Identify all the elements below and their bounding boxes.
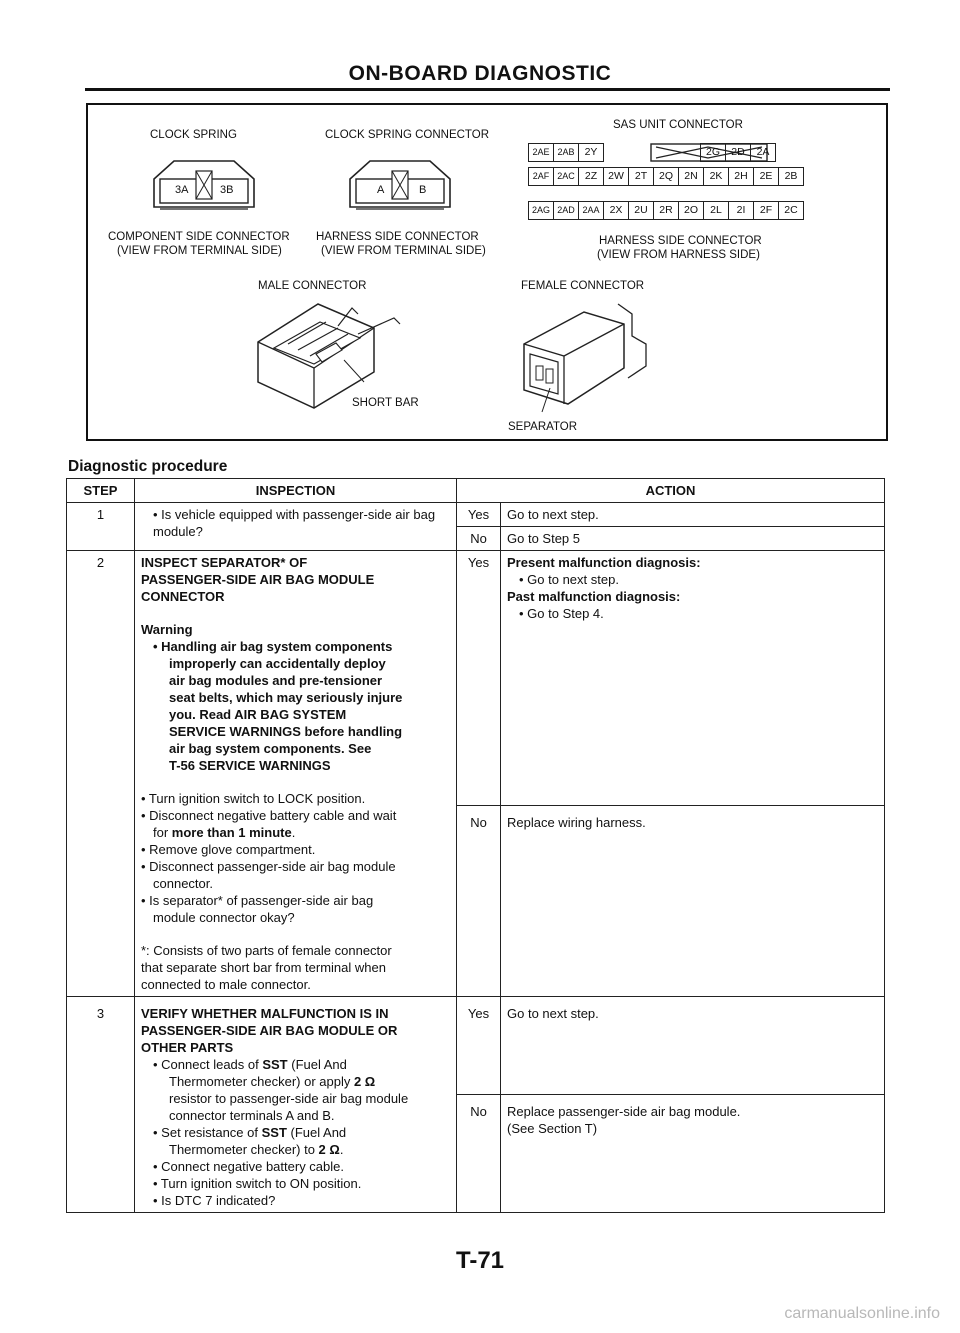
sas-row-2 xyxy=(528,167,804,186)
no-label: No xyxy=(457,527,501,551)
action-text: Go to next step. xyxy=(501,997,885,1095)
warning-text: seat belts, which may seriously injure xyxy=(169,690,403,705)
inspection-text: • Is vehicle equipped with passenger-side air bag module? xyxy=(153,507,436,539)
watermark: carmanualsonline.info xyxy=(784,1305,940,1322)
sas-pin: 2E xyxy=(754,168,779,186)
sas-pin: 2T xyxy=(629,168,654,186)
sas-pin: 2A xyxy=(751,144,776,162)
component-side-label-1: COMPONENT SIDE CONNECTOR xyxy=(108,231,290,243)
col-action: ACTION xyxy=(457,479,885,503)
action-text: Present malfunction diagnosis: xyxy=(507,555,701,570)
table-row xyxy=(67,551,885,806)
pin-3a: 3A xyxy=(175,184,189,196)
male-connector-drawing xyxy=(254,298,414,410)
step-title: INSPECT SEPARATOR* OF xyxy=(141,555,308,570)
clock-spring-label: CLOCK SPRING xyxy=(150,129,237,141)
harness-connector-drawing xyxy=(342,157,457,217)
sas-pin: 2AG xyxy=(529,202,554,220)
page-number: T-71 xyxy=(455,1247,505,1274)
step-bullet-cont: Thermometer checker) to 2 Ω. xyxy=(169,1142,344,1157)
section-heading: Diagnostic procedure xyxy=(68,458,228,475)
step-bullet: • Set resistance of SST (Fuel And xyxy=(153,1125,347,1140)
pin-b: B xyxy=(419,184,427,196)
sas-pin: 2D xyxy=(726,144,751,162)
pin-a: A xyxy=(377,184,385,196)
sas-pin: 2O xyxy=(679,202,704,220)
female-connector-drawing xyxy=(506,296,656,420)
warning-heading: Warning xyxy=(141,622,193,637)
sas-pin: 2H xyxy=(729,168,754,186)
table-row xyxy=(67,503,885,527)
warning-text: you. Read AIR BAG SYSTEM xyxy=(169,707,347,722)
sas-harness-label-1: HARNESS SIDE CONNECTOR xyxy=(599,235,762,247)
step-title: PASSENGER-SIDE AIR BAG MODULE OR xyxy=(141,1023,398,1038)
step-bullet: • Remove glove compartment. xyxy=(141,842,316,857)
sas-pin: 2AF xyxy=(529,168,554,186)
yes-label: Yes xyxy=(457,503,501,527)
sas-pin: 2K xyxy=(704,168,729,186)
step-bullet-cont: resistor to passenger-side air bag module xyxy=(169,1091,409,1106)
title-rule xyxy=(85,88,890,91)
no-label: No xyxy=(457,806,501,997)
diagnostic-table xyxy=(66,478,885,1213)
action-text: Replace passenger-side air bag module. xyxy=(507,1104,741,1119)
sas-pin: 2AA xyxy=(579,202,604,220)
sas-pin: 2W xyxy=(604,168,629,186)
step-title: VERIFY WHETHER MALFUNCTION IS IN xyxy=(141,1006,389,1021)
sas-pin: 2N xyxy=(679,168,704,186)
sas-pin: 2L xyxy=(704,202,729,220)
harness-side-connector xyxy=(342,157,457,217)
action-text: Past malfunction diagnosis: xyxy=(507,589,681,604)
step-bullet: • Connect leads of SST (Fuel And xyxy=(153,1057,347,1072)
sas-unit-connector-label: SAS UNIT CONNECTOR xyxy=(613,119,743,131)
yes-label: Yes xyxy=(457,551,501,806)
short-bar-label: SHORT BAR xyxy=(352,397,419,409)
inspection-cell xyxy=(135,997,457,1213)
step-number: 1 xyxy=(67,503,135,551)
warning-text: air bag system components. See xyxy=(169,741,372,756)
page-title: ON-BOARD DIAGNOSTIC xyxy=(348,62,612,85)
action-text: (See Section T) xyxy=(507,1121,598,1136)
step-bullet: • Turn ignition switch to ON position. xyxy=(153,1176,362,1191)
sas-pin: 2C xyxy=(779,202,804,220)
step-number: 2 xyxy=(67,551,135,997)
step-bullet: • Turn ignition switch to LOCK position. xyxy=(141,791,366,806)
yes-label: Yes xyxy=(457,997,501,1095)
sas-pin: 2U xyxy=(629,202,654,220)
sas-pin: 2B xyxy=(779,168,804,186)
sas-pin: 2X xyxy=(604,202,629,220)
sas-pin: 2I xyxy=(729,202,754,220)
component-side-connector xyxy=(146,157,261,217)
sas-pin: 2G xyxy=(701,144,726,162)
step-title: CONNECTOR xyxy=(141,589,225,604)
female-connector-label: FEMALE CONNECTOR xyxy=(521,280,645,292)
warning-text: SERVICE WARNINGS before handling xyxy=(169,724,403,739)
action-cell xyxy=(501,551,885,806)
action-text: • Go to Step 4. xyxy=(519,606,604,621)
action-text: Replace wiring harness. xyxy=(501,806,885,997)
sas-pin: 2AD xyxy=(554,202,579,220)
table-header xyxy=(67,479,885,503)
sas-pin: 2Y xyxy=(579,144,604,162)
sas-harness-label-2: (VIEW FROM HARNESS SIDE) xyxy=(597,249,760,261)
step-bullet: • Is DTC 7 indicated? xyxy=(153,1193,276,1208)
sas-pin: 2AB xyxy=(554,144,579,162)
component-connector-drawing xyxy=(146,157,261,217)
sas-row-1 xyxy=(528,143,776,162)
separator-label: SEPARATOR xyxy=(508,421,578,433)
step-bullet: • Connect negative battery cable. xyxy=(153,1159,345,1174)
step-bullet-cont: module connector okay? xyxy=(153,910,295,925)
sas-row-3 xyxy=(528,201,804,220)
footnote: *: Consists of two parts of female connector xyxy=(141,943,392,958)
warning-text: T-56 SERVICE WARNINGS xyxy=(169,758,331,773)
step-title: PASSENGER-SIDE AIR BAG MODULE xyxy=(141,572,375,587)
footnote: connected to male connector. xyxy=(141,977,311,992)
warning-text: improperly can accidentally deploy xyxy=(169,656,386,671)
step-bullet-cont: Thermometer checker) or apply 2 Ω xyxy=(169,1074,376,1089)
sas-pin: 2AC xyxy=(554,168,579,186)
action-text: • Go to next step. xyxy=(519,572,619,587)
sas-pin: 2R xyxy=(654,202,679,220)
step-bullet-cont: connector terminals A and B. xyxy=(169,1108,335,1123)
sas-pin: 2F xyxy=(754,202,779,220)
sas-pin: 2AE xyxy=(529,144,554,162)
sas-pin: 2Z xyxy=(579,168,604,186)
no-label: No xyxy=(457,1095,501,1213)
inspection-cell xyxy=(135,503,457,551)
action-cell xyxy=(501,1095,885,1213)
inspection-cell xyxy=(135,551,457,997)
step-bullet-cont: connector. xyxy=(153,876,213,891)
harness-side-label-2: (VIEW FROM TERMINAL SIDE) xyxy=(321,245,486,257)
step-number: 3 xyxy=(67,997,135,1213)
table-row xyxy=(67,997,885,1095)
harness-side-label-1: HARNESS SIDE CONNECTOR xyxy=(316,231,479,243)
male-connector-label: MALE CONNECTOR xyxy=(258,280,367,292)
col-step: STEP xyxy=(67,479,135,503)
clock-spring-connector-label: CLOCK SPRING CONNECTOR xyxy=(325,129,490,141)
step-bullet-cont: for more than 1 minute. xyxy=(153,825,296,840)
component-side-label-2: (VIEW FROM TERMINAL SIDE) xyxy=(117,245,282,257)
step-bullet: • Disconnect negative battery cable and wait xyxy=(141,808,397,823)
sas-pin: 2Q xyxy=(654,168,679,186)
footnote: that separate short bar from terminal when xyxy=(141,960,386,975)
step-title: OTHER PARTS xyxy=(141,1040,234,1055)
step-bullet: • Disconnect passenger-side air bag module xyxy=(141,859,396,874)
action-text: Go to next step. xyxy=(501,503,885,527)
warning-text: air bag modules and pre-tensioner xyxy=(169,673,383,688)
warning-text: • Handling air bag system components xyxy=(153,639,393,654)
col-inspection: INSPECTION xyxy=(135,479,457,503)
action-text: Go to Step 5 xyxy=(501,527,885,551)
sas-connector-grid xyxy=(528,143,866,225)
step-bullet: • Is separator* of passenger-side air bag xyxy=(141,893,374,908)
pin-3b: 3B xyxy=(220,184,234,196)
